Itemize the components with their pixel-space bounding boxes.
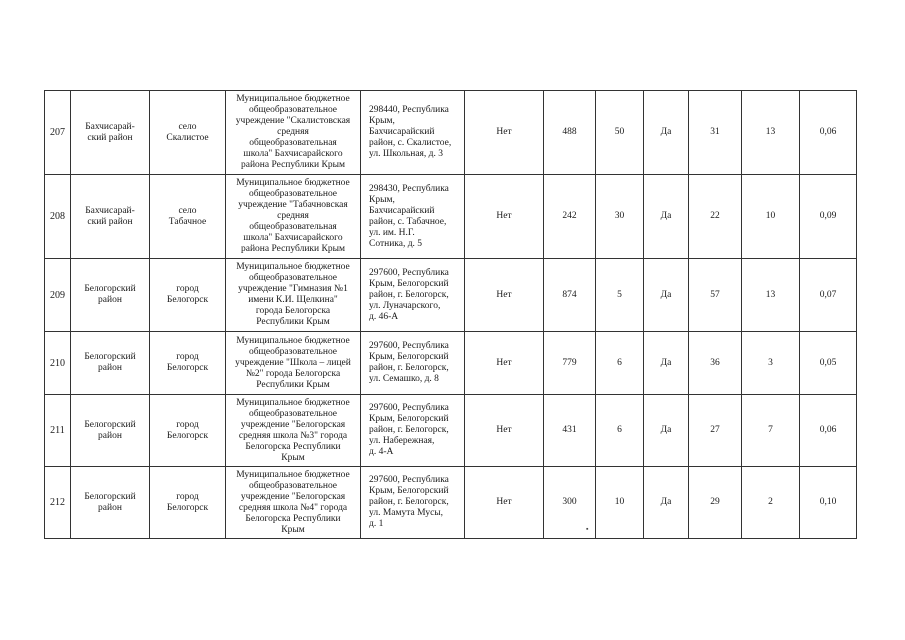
value-4-cell: 13 [742, 91, 800, 175]
row-number: 208 [45, 175, 71, 259]
district-cell: Белогорский район [71, 467, 150, 539]
value-1-cell: 488 [544, 91, 596, 175]
district-cell: Белогорский район [71, 332, 150, 395]
value-3-cell: 57 [689, 259, 742, 332]
value-3-cell: 31 [689, 91, 742, 175]
table-row [45, 332, 857, 395]
locality-cell: город Белогорск [150, 467, 226, 539]
value-3-cell: 36 [689, 332, 742, 395]
value-3-cell: 22 [689, 175, 742, 259]
table-row [45, 395, 857, 467]
district-cell: Белогорский район [71, 395, 150, 467]
value-3-cell: 29 [689, 467, 742, 539]
ratio-cell: 0,05 [800, 332, 857, 395]
address-cell: 297600, Республика Крым, Белогорский район, г. Белогорск, ул. Мамута Мусы, д. 1 [361, 467, 465, 539]
status-cell: Нет [465, 395, 544, 467]
table-row [45, 175, 857, 259]
ratio-cell: 0,07 [800, 259, 857, 332]
flag-cell: Да [644, 259, 689, 332]
table-body [45, 91, 857, 539]
row-number: 211 [45, 395, 71, 467]
value-4-cell: 7 [742, 395, 800, 467]
row-number: 212 [45, 467, 71, 539]
ratio-cell: 0,06 [800, 395, 857, 467]
row-number: 210 [45, 332, 71, 395]
locality-cell: село Табачное [150, 175, 226, 259]
value-1-cell: 300 [544, 467, 596, 539]
flag-cell: Да [644, 395, 689, 467]
school-name-cell: Муниципальное бюджетное общеобразовательное учреждение "Табачновская средняя общеобразовательная школа" Бахчисарайского района Республики Крым [226, 175, 361, 259]
address-cell: 297600, Республика Крым, Белогорский район, г. Белогорск, ул. Семашко, д. 8 [361, 332, 465, 395]
ratio-cell: 0,06 [800, 91, 857, 175]
ratio-cell: 0,09 [800, 175, 857, 259]
value-1-cell: 874 [544, 259, 596, 332]
value-4-cell: 13 [742, 259, 800, 332]
status-cell: Нет [465, 91, 544, 175]
status-cell: Нет [465, 467, 544, 539]
value-1-cell: 431 [544, 395, 596, 467]
school-name-cell: Муниципальное бюджетное общеобразовательное учреждение "Гимназия №1 имени К.И. Щелкина" города Белогорска Республики Крым [226, 259, 361, 332]
status-cell: Нет [465, 259, 544, 332]
status-cell: Нет [465, 175, 544, 259]
flag-cell: Да [644, 467, 689, 539]
value-2-cell: 6 [596, 332, 644, 395]
value-2-cell: 10 [596, 467, 644, 539]
locality-cell: город Белогорск [150, 332, 226, 395]
value-3-cell: 27 [689, 395, 742, 467]
row-number: 207 [45, 91, 71, 175]
locality-cell: город Белогорск [150, 259, 226, 332]
district-cell: Бахчисарай- ский район [71, 91, 150, 175]
table-row [45, 467, 857, 539]
locality-cell: село Скалистое [150, 91, 226, 175]
locality-cell: город Белогорск [150, 395, 226, 467]
flag-cell: Да [644, 91, 689, 175]
value-2-cell: 30 [596, 175, 644, 259]
district-cell: Бахчисарай- ский район [71, 175, 150, 259]
value-4-cell: 2 [742, 467, 800, 539]
address-cell: 297600, Республика Крым, Белогорский район, г. Белогорск, ул. Набережная, д. 4-А [361, 395, 465, 467]
value-2-cell: 5 [596, 259, 644, 332]
school-data-table [44, 90, 857, 539]
district-cell: Белогорский район [71, 259, 150, 332]
value-2-cell: 50 [596, 91, 644, 175]
status-cell: Нет [465, 332, 544, 395]
flag-cell: Да [644, 175, 689, 259]
address-cell: 297600, Республика Крым, Белогорский район, г. Белогорск, ул. Луначарского, д. 46-А [361, 259, 465, 332]
address-cell: 298440, Республика Крым, Бахчисарайский район, с. Скалистое, ул. Школьная, д. 3 [361, 91, 465, 175]
school-name-cell: Муниципальное бюджетное общеобразовательное учреждение "Школа – лицей №2" города Белогорска Республики Крым [226, 332, 361, 395]
ratio-cell: 0,10 [800, 467, 857, 539]
row-number: 209 [45, 259, 71, 332]
value-4-cell: 10 [742, 175, 800, 259]
scan-mark: ▪ [586, 525, 589, 533]
school-name-cell: Муниципальное бюджетное общеобразовательное учреждение "Белогорская средняя школа №4" города Белогорска Республики Крым [226, 467, 361, 539]
value-2-cell: 6 [596, 395, 644, 467]
school-name-cell: Муниципальное бюджетное общеобразовательное учреждение "Белогорская средняя школа №3" города Белогорска Республики Крым [226, 395, 361, 467]
table-row [45, 91, 857, 175]
table-row [45, 259, 857, 332]
value-1-cell: 779 [544, 332, 596, 395]
value-1-cell: 242 [544, 175, 596, 259]
school-name-cell: Муниципальное бюджетное общеобразовательное учреждение "Скалистовская средняя общеобразовательная школа" Бахчисарайского района Республики Крым [226, 91, 361, 175]
value-4-cell: 3 [742, 332, 800, 395]
address-cell: 298430, Республика Крым, Бахчисарайский район, с. Табачное, ул. им. Н.Г. Сотника, д. 5 [361, 175, 465, 259]
flag-cell: Да [644, 332, 689, 395]
